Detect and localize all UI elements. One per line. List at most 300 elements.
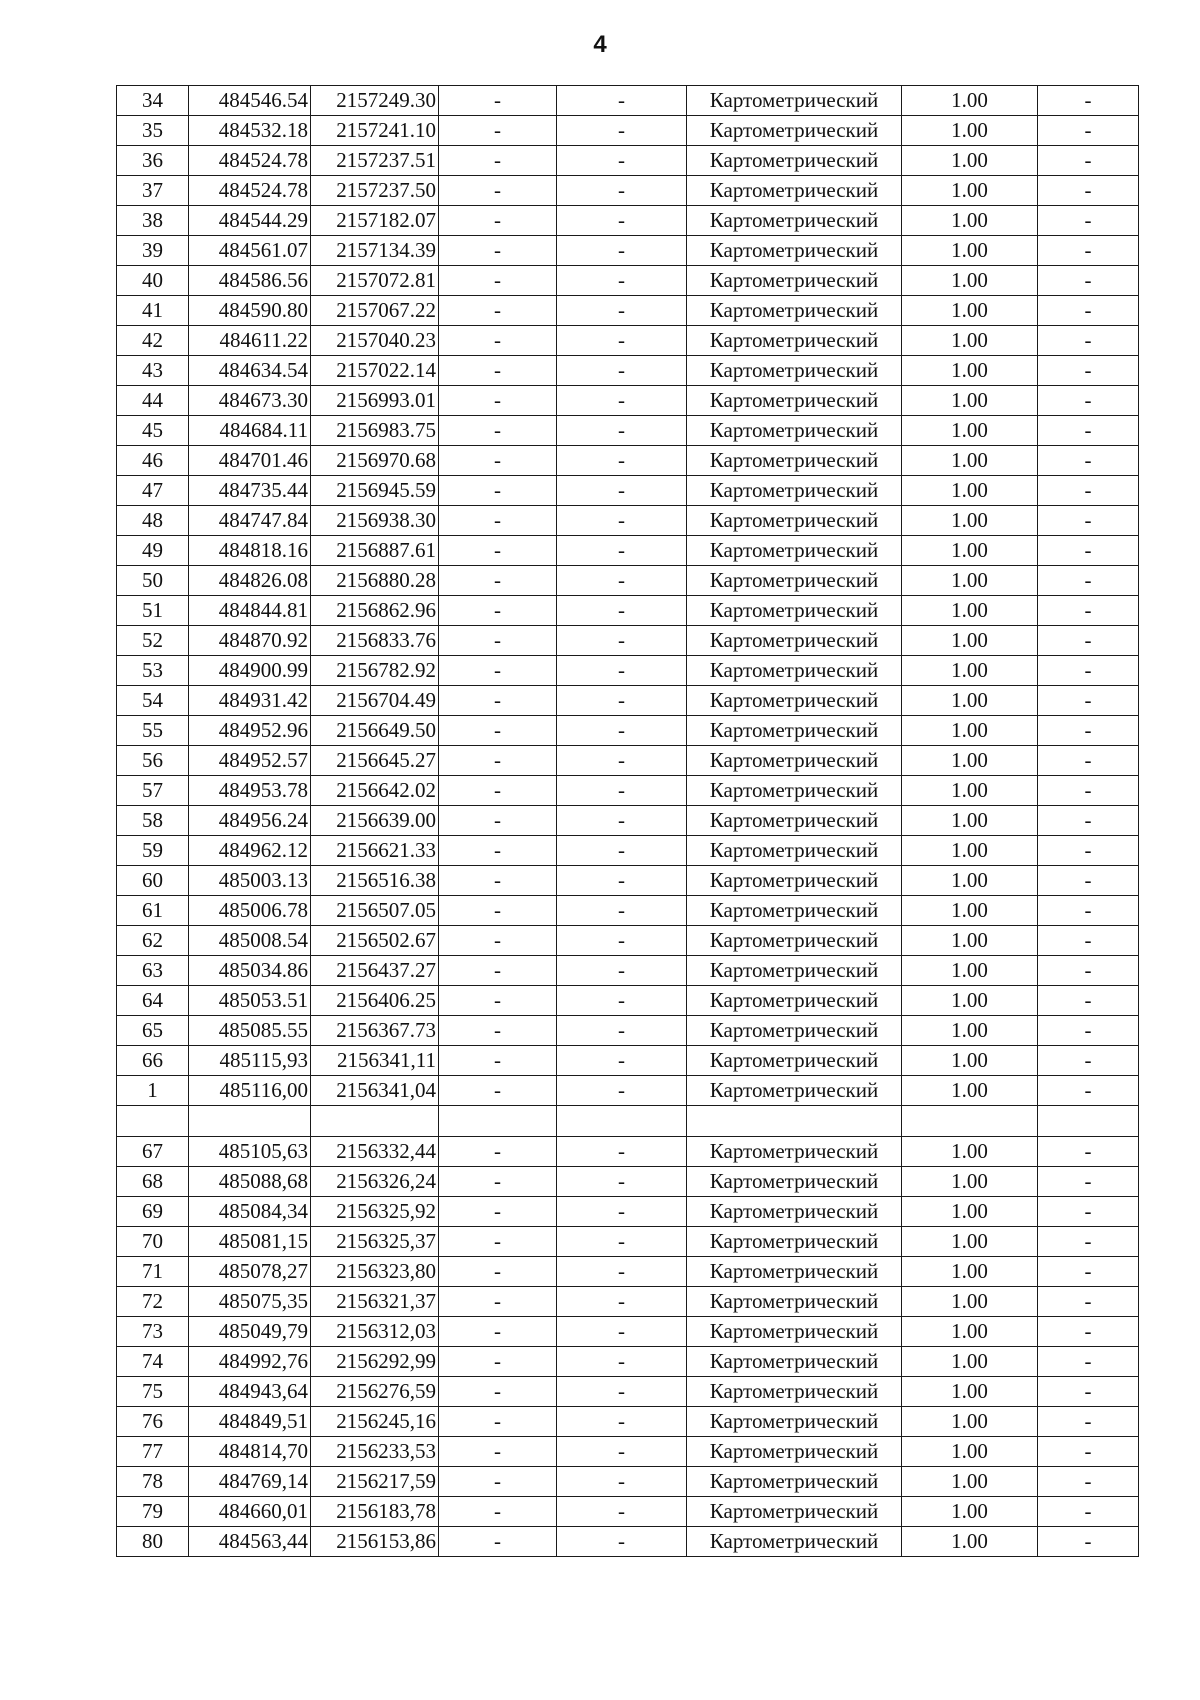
cell-empty-col-1: - <box>439 236 557 266</box>
cell-empty-col-3: - <box>1038 1527 1139 1557</box>
cell-method: Картометрический <box>687 1497 902 1527</box>
table-row <box>117 1016 1139 1046</box>
cell-coord-y: 2156326,24 <box>311 1167 439 1197</box>
cell-point-number: 46 <box>117 446 189 476</box>
cell-accuracy: 1.00 <box>902 866 1038 896</box>
cell-empty-col-2: - <box>557 1497 687 1527</box>
cell-point-number: 63 <box>117 956 189 986</box>
cell-method <box>687 1106 902 1137</box>
cell-coord-x: 485008.54 <box>189 926 311 956</box>
cell-point-number: 48 <box>117 506 189 536</box>
cell-coord-y: 2156325,92 <box>311 1197 439 1227</box>
cell-empty-col-1: - <box>439 626 557 656</box>
cell-accuracy: 1.00 <box>902 1437 1038 1467</box>
cell-empty-col-1: - <box>439 1227 557 1257</box>
cell-empty-col-1: - <box>439 356 557 386</box>
cell-empty-col-3: - <box>1038 386 1139 416</box>
table-row <box>117 1437 1139 1467</box>
cell-method: Картометрический <box>687 1257 902 1287</box>
cell-empty-col-3 <box>1038 1106 1139 1137</box>
cell-coord-x: 485084,34 <box>189 1197 311 1227</box>
cell-point-number: 38 <box>117 206 189 236</box>
cell-empty-col-2: - <box>557 476 687 506</box>
cell-empty-col-3: - <box>1038 626 1139 656</box>
cell-point-number: 58 <box>117 806 189 836</box>
cell-empty-col-2: - <box>557 1227 687 1257</box>
cell-method: Картометрический <box>687 116 902 146</box>
table-row <box>117 1317 1139 1347</box>
table-row <box>117 386 1139 416</box>
cell-coord-x <box>189 1106 311 1137</box>
cell-empty-col-3: - <box>1038 566 1139 596</box>
cell-empty-col-2: - <box>557 1046 687 1076</box>
cell-empty-col-1: - <box>439 686 557 716</box>
cell-method: Картометрический <box>687 176 902 206</box>
cell-accuracy: 1.00 <box>902 1227 1038 1257</box>
cell-empty-col-2: - <box>557 1527 687 1557</box>
cell-empty-col-3: - <box>1038 986 1139 1016</box>
cell-empty-col-1: - <box>439 1076 557 1106</box>
cell-method: Картометрический <box>687 686 902 716</box>
cell-empty-col-1: - <box>439 986 557 1016</box>
cell-empty-col-1: - <box>439 656 557 686</box>
table-row <box>117 1467 1139 1497</box>
cell-empty-col-2: - <box>557 716 687 746</box>
cell-empty-col-3: - <box>1038 116 1139 146</box>
cell-accuracy: 1.00 <box>902 146 1038 176</box>
cell-coord-y: 2156367.73 <box>311 1016 439 1046</box>
cell-empty-col-1: - <box>439 386 557 416</box>
cell-accuracy: 1.00 <box>902 686 1038 716</box>
cell-method: Картометрический <box>687 986 902 1016</box>
cell-empty-col-3: - <box>1038 836 1139 866</box>
cell-accuracy: 1.00 <box>902 1016 1038 1046</box>
table-row <box>117 146 1139 176</box>
cell-empty-col-3: - <box>1038 506 1139 536</box>
cell-empty-col-2: - <box>557 1167 687 1197</box>
cell-empty-col-1: - <box>439 596 557 626</box>
cell-accuracy: 1.00 <box>902 566 1038 596</box>
cell-coord-x: 484844.81 <box>189 596 311 626</box>
cell-coord-y: 2156938.30 <box>311 506 439 536</box>
cell-empty-col-2: - <box>557 686 687 716</box>
cell-coord-y: 2156323,80 <box>311 1257 439 1287</box>
cell-empty-col-1: - <box>439 1257 557 1287</box>
cell-empty-col-1: - <box>439 1407 557 1437</box>
cell-coord-y: 2156321,37 <box>311 1287 439 1317</box>
cell-accuracy: 1.00 <box>902 86 1038 116</box>
cell-empty-col-3: - <box>1038 1437 1139 1467</box>
cell-method: Картометрический <box>687 356 902 386</box>
cell-coord-y: 2157237.50 <box>311 176 439 206</box>
cell-coord-y: 2156507.05 <box>311 896 439 926</box>
cell-empty-col-1: - <box>439 716 557 746</box>
cell-accuracy: 1.00 <box>902 206 1038 236</box>
cell-coord-y: 2156245,16 <box>311 1407 439 1437</box>
cell-method: Картометрический <box>687 1347 902 1377</box>
table-row <box>117 1197 1139 1227</box>
table-row <box>117 1407 1139 1437</box>
cell-empty-col-3: - <box>1038 416 1139 446</box>
table-row <box>117 596 1139 626</box>
cell-coord-y: 2156516.38 <box>311 866 439 896</box>
cell-empty-col-3: - <box>1038 326 1139 356</box>
cell-empty-col-2: - <box>557 86 687 116</box>
cell-method: Картометрический <box>687 866 902 896</box>
cell-point-number: 54 <box>117 686 189 716</box>
cell-method: Картометрический <box>687 1407 902 1437</box>
cell-coord-x: 484818.16 <box>189 536 311 566</box>
cell-empty-col-1: - <box>439 1167 557 1197</box>
cell-empty-col-2: - <box>557 146 687 176</box>
cell-coord-y: 2156945.59 <box>311 476 439 506</box>
cell-empty-col-1: - <box>439 176 557 206</box>
cell-accuracy: 1.00 <box>902 806 1038 836</box>
cell-accuracy: 1.00 <box>902 1407 1038 1437</box>
cell-coord-x: 484611.22 <box>189 326 311 356</box>
cell-coord-x: 485075,35 <box>189 1287 311 1317</box>
cell-method: Картометрический <box>687 386 902 416</box>
cell-accuracy: 1.00 <box>902 1167 1038 1197</box>
table-row <box>117 326 1139 356</box>
cell-accuracy: 1.00 <box>902 776 1038 806</box>
cell-method: Картометрический <box>687 896 902 926</box>
cell-coord-x: 484769,14 <box>189 1467 311 1497</box>
cell-method: Картометрический <box>687 1016 902 1046</box>
cell-empty-col-2: - <box>557 1467 687 1497</box>
cell-point-number: 56 <box>117 746 189 776</box>
cell-point-number: 36 <box>117 146 189 176</box>
table-row <box>117 1497 1139 1527</box>
cell-coord-x: 485116,00 <box>189 1076 311 1106</box>
cell-empty-col-1: - <box>439 1046 557 1076</box>
cell-empty-col-2 <box>557 1106 687 1137</box>
table-row <box>117 746 1139 776</box>
cell-point-number: 51 <box>117 596 189 626</box>
cell-point-number: 53 <box>117 656 189 686</box>
cell-accuracy: 1.00 <box>902 1046 1038 1076</box>
cell-coord-x: 484563,44 <box>189 1527 311 1557</box>
cell-coord-y: 2156153,86 <box>311 1527 439 1557</box>
cell-empty-col-3: - <box>1038 1497 1139 1527</box>
cell-coord-x: 484660,01 <box>189 1497 311 1527</box>
cell-coord-y: 2156645.27 <box>311 746 439 776</box>
cell-empty-col-2: - <box>557 986 687 1016</box>
cell-empty-col-1: - <box>439 446 557 476</box>
cell-coord-y: 2156704.49 <box>311 686 439 716</box>
cell-coord-x: 484931.42 <box>189 686 311 716</box>
cell-empty-col-2: - <box>557 446 687 476</box>
cell-empty-col-3: - <box>1038 206 1139 236</box>
cell-point-number: 62 <box>117 926 189 956</box>
cell-empty-col-3: - <box>1038 896 1139 926</box>
cell-method: Картометрический <box>687 746 902 776</box>
cell-empty-col-3: - <box>1038 956 1139 986</box>
cell-empty-col-1: - <box>439 86 557 116</box>
cell-method: Картометрический <box>687 1167 902 1197</box>
table-row <box>117 956 1139 986</box>
cell-empty-col-3: - <box>1038 1467 1139 1497</box>
cell-coord-x: 484952.57 <box>189 746 311 776</box>
cell-empty-col-2: - <box>557 296 687 326</box>
cell-coord-x: 484634.54 <box>189 356 311 386</box>
cell-coord-x: 485049,79 <box>189 1317 311 1347</box>
cell-empty-col-1: - <box>439 1377 557 1407</box>
cell-coord-x: 485088,68 <box>189 1167 311 1197</box>
page-number: 4 <box>593 31 607 58</box>
cell-empty-col-3: - <box>1038 656 1139 686</box>
cell-accuracy: 1.00 <box>902 176 1038 206</box>
cell-empty-col-3: - <box>1038 1317 1139 1347</box>
cell-accuracy: 1.00 <box>902 536 1038 566</box>
cell-coord-y: 2156312,03 <box>311 1317 439 1347</box>
cell-coord-y: 2156332,44 <box>311 1137 439 1167</box>
cell-point-number: 1 <box>117 1076 189 1106</box>
cell-empty-col-2: - <box>557 776 687 806</box>
cell-method: Картометрический <box>687 1317 902 1347</box>
cell-coord-x: 484849,51 <box>189 1407 311 1437</box>
cell-accuracy: 1.00 <box>902 656 1038 686</box>
table-row <box>117 86 1139 116</box>
cell-empty-col-2: - <box>557 326 687 356</box>
cell-coord-x: 484524.78 <box>189 146 311 176</box>
cell-point-number <box>117 1106 189 1137</box>
cell-empty-col-2: - <box>557 806 687 836</box>
cell-empty-col-1: - <box>439 746 557 776</box>
cell-point-number: 75 <box>117 1377 189 1407</box>
cell-empty-col-1: - <box>439 266 557 296</box>
cell-coord-x: 484544.29 <box>189 206 311 236</box>
cell-accuracy: 1.00 <box>902 596 1038 626</box>
cell-empty-col-2: - <box>557 566 687 596</box>
cell-empty-col-2: - <box>557 1257 687 1287</box>
cell-method: Картометрический <box>687 806 902 836</box>
cell-coord-y: 2156642.02 <box>311 776 439 806</box>
cell-coord-y: 2156649.50 <box>311 716 439 746</box>
cell-point-number: 47 <box>117 476 189 506</box>
cell-empty-col-3: - <box>1038 746 1139 776</box>
cell-empty-col-1: - <box>439 956 557 986</box>
table-row <box>117 1106 1139 1137</box>
coordinates-table <box>116 85 1139 1557</box>
cell-empty-col-3: - <box>1038 536 1139 566</box>
cell-empty-col-2: - <box>557 1076 687 1106</box>
cell-accuracy: 1.00 <box>902 896 1038 926</box>
cell-method: Картометрический <box>687 236 902 266</box>
cell-empty-col-3: - <box>1038 266 1139 296</box>
cell-accuracy: 1.00 <box>902 626 1038 656</box>
cell-coord-y: 2157241.10 <box>311 116 439 146</box>
cell-point-number: 60 <box>117 866 189 896</box>
cell-coord-x: 484747.84 <box>189 506 311 536</box>
cell-point-number: 80 <box>117 1527 189 1557</box>
cell-coord-y: 2156292,99 <box>311 1347 439 1377</box>
cell-empty-col-3: - <box>1038 176 1139 206</box>
table-row <box>117 1377 1139 1407</box>
cell-empty-col-2: - <box>557 836 687 866</box>
cell-coord-y: 2157237.51 <box>311 146 439 176</box>
cell-accuracy: 1.00 <box>902 416 1038 446</box>
cell-coord-y: 2156880.28 <box>311 566 439 596</box>
table-row <box>117 1287 1139 1317</box>
cell-accuracy: 1.00 <box>902 236 1038 266</box>
cell-accuracy: 1.00 <box>902 386 1038 416</box>
cell-coord-x: 484956.24 <box>189 806 311 836</box>
cell-point-number: 57 <box>117 776 189 806</box>
cell-coord-x: 485034.86 <box>189 956 311 986</box>
cell-accuracy: 1.00 <box>902 1527 1038 1557</box>
cell-empty-col-2: - <box>557 1317 687 1347</box>
cell-coord-x: 484953.78 <box>189 776 311 806</box>
cell-method: Картометрический <box>687 956 902 986</box>
cell-method: Картометрический <box>687 596 902 626</box>
cell-coord-y: 2156341,11 <box>311 1046 439 1076</box>
cell-method: Картометрический <box>687 326 902 356</box>
cell-empty-col-2: - <box>557 926 687 956</box>
cell-empty-col-1: - <box>439 416 557 446</box>
table-row <box>117 236 1139 266</box>
cell-empty-col-2: - <box>557 1137 687 1167</box>
cell-empty-col-2: - <box>557 356 687 386</box>
table-row <box>117 686 1139 716</box>
cell-method: Картометрический <box>687 536 902 566</box>
cell-empty-col-3: - <box>1038 146 1139 176</box>
cell-accuracy: 1.00 <box>902 1317 1038 1347</box>
cell-coord-x: 485003.13 <box>189 866 311 896</box>
cell-coord-x: 484814,70 <box>189 1437 311 1467</box>
cell-point-number: 44 <box>117 386 189 416</box>
cell-accuracy <box>902 1106 1038 1137</box>
cell-accuracy: 1.00 <box>902 296 1038 326</box>
cell-method: Картометрический <box>687 206 902 236</box>
table-row <box>117 836 1139 866</box>
cell-point-number: 45 <box>117 416 189 446</box>
cell-coord-y: 2156341,04 <box>311 1076 439 1106</box>
cell-empty-col-2: - <box>557 1016 687 1046</box>
cell-empty-col-2: - <box>557 506 687 536</box>
cell-point-number: 71 <box>117 1257 189 1287</box>
cell-empty-col-3: - <box>1038 926 1139 956</box>
cell-coord-y: 2156993.01 <box>311 386 439 416</box>
cell-point-number: 50 <box>117 566 189 596</box>
cell-point-number: 64 <box>117 986 189 1016</box>
cell-empty-col-3: - <box>1038 1407 1139 1437</box>
table-row <box>117 536 1139 566</box>
cell-method: Картометрический <box>687 1046 902 1076</box>
cell-empty-col-3: - <box>1038 596 1139 626</box>
cell-coord-y: 2156833.76 <box>311 626 439 656</box>
cell-empty-col-1: - <box>439 896 557 926</box>
cell-coord-y: 2157067.22 <box>311 296 439 326</box>
table-row <box>117 1076 1139 1106</box>
cell-empty-col-1: - <box>439 776 557 806</box>
cell-coord-y: 2156970.68 <box>311 446 439 476</box>
cell-coord-y: 2156325,37 <box>311 1227 439 1257</box>
cell-empty-col-3: - <box>1038 1287 1139 1317</box>
cell-point-number: 66 <box>117 1046 189 1076</box>
cell-empty-col-3: - <box>1038 686 1139 716</box>
cell-empty-col-3: - <box>1038 236 1139 266</box>
cell-point-number: 70 <box>117 1227 189 1257</box>
cell-method: Картометрический <box>687 1527 902 1557</box>
cell-method: Картометрический <box>687 1377 902 1407</box>
cell-empty-col-1: - <box>439 1527 557 1557</box>
cell-empty-col-2: - <box>557 866 687 896</box>
table-row <box>117 1227 1139 1257</box>
cell-empty-col-2: - <box>557 416 687 446</box>
table-row <box>117 626 1139 656</box>
cell-point-number: 79 <box>117 1497 189 1527</box>
cell-method: Картометрический <box>687 296 902 326</box>
cell-point-number: 42 <box>117 326 189 356</box>
cell-empty-col-3: - <box>1038 446 1139 476</box>
table-row <box>117 116 1139 146</box>
cell-coord-x: 485085.55 <box>189 1016 311 1046</box>
cell-coord-y: 2157182.07 <box>311 206 439 236</box>
cell-empty-col-3: - <box>1038 1257 1139 1287</box>
cell-empty-col-3: - <box>1038 1197 1139 1227</box>
cell-coord-y: 2157040.23 <box>311 326 439 356</box>
cell-point-number: 34 <box>117 86 189 116</box>
cell-empty-col-2: - <box>557 206 687 236</box>
cell-empty-col-1: - <box>439 476 557 506</box>
cell-coord-y: 2157134.39 <box>311 236 439 266</box>
cell-coord-x: 484590.80 <box>189 296 311 326</box>
cell-empty-col-1: - <box>439 326 557 356</box>
cell-point-number: 59 <box>117 836 189 866</box>
cell-accuracy: 1.00 <box>902 116 1038 146</box>
cell-empty-col-1: - <box>439 836 557 866</box>
cell-empty-col-3: - <box>1038 1046 1139 1076</box>
cell-empty-col-1: - <box>439 116 557 146</box>
table-row <box>117 1167 1139 1197</box>
cell-coord-y: 2156406.25 <box>311 986 439 1016</box>
cell-method: Картометрический <box>687 1467 902 1497</box>
cell-point-number: 74 <box>117 1347 189 1377</box>
cell-empty-col-1: - <box>439 1317 557 1347</box>
cell-coord-x: 485078,27 <box>189 1257 311 1287</box>
cell-method: Картометрический <box>687 1137 902 1167</box>
cell-accuracy: 1.00 <box>902 506 1038 536</box>
cell-empty-col-2: - <box>557 536 687 566</box>
cell-empty-col-1: - <box>439 1016 557 1046</box>
cell-coord-x: 484684.11 <box>189 416 311 446</box>
table-row <box>117 866 1139 896</box>
cell-coord-y: 2156983.75 <box>311 416 439 446</box>
cell-empty-col-3: - <box>1038 776 1139 806</box>
cell-coord-y: 2156782.92 <box>311 656 439 686</box>
cell-method: Картометрический <box>687 1227 902 1257</box>
cell-accuracy: 1.00 <box>902 1377 1038 1407</box>
cell-coord-y: 2156887.61 <box>311 536 439 566</box>
table-row <box>117 896 1139 926</box>
cell-empty-col-3: - <box>1038 1137 1139 1167</box>
cell-coord-y: 2156233,53 <box>311 1437 439 1467</box>
cell-empty-col-2: - <box>557 266 687 296</box>
cell-method: Картометрический <box>687 656 902 686</box>
cell-empty-col-3: - <box>1038 1227 1139 1257</box>
cell-coord-x: 484524.78 <box>189 176 311 206</box>
cell-coord-x: 485053.51 <box>189 986 311 1016</box>
table-row <box>117 176 1139 206</box>
cell-empty-col-1: - <box>439 1287 557 1317</box>
cell-empty-col-3: - <box>1038 1076 1139 1106</box>
cell-accuracy: 1.00 <box>902 476 1038 506</box>
cell-method: Картометрический <box>687 86 902 116</box>
cell-coord-x: 484826.08 <box>189 566 311 596</box>
cell-coord-y: 2156183,78 <box>311 1497 439 1527</box>
cell-method: Картометрический <box>687 416 902 446</box>
